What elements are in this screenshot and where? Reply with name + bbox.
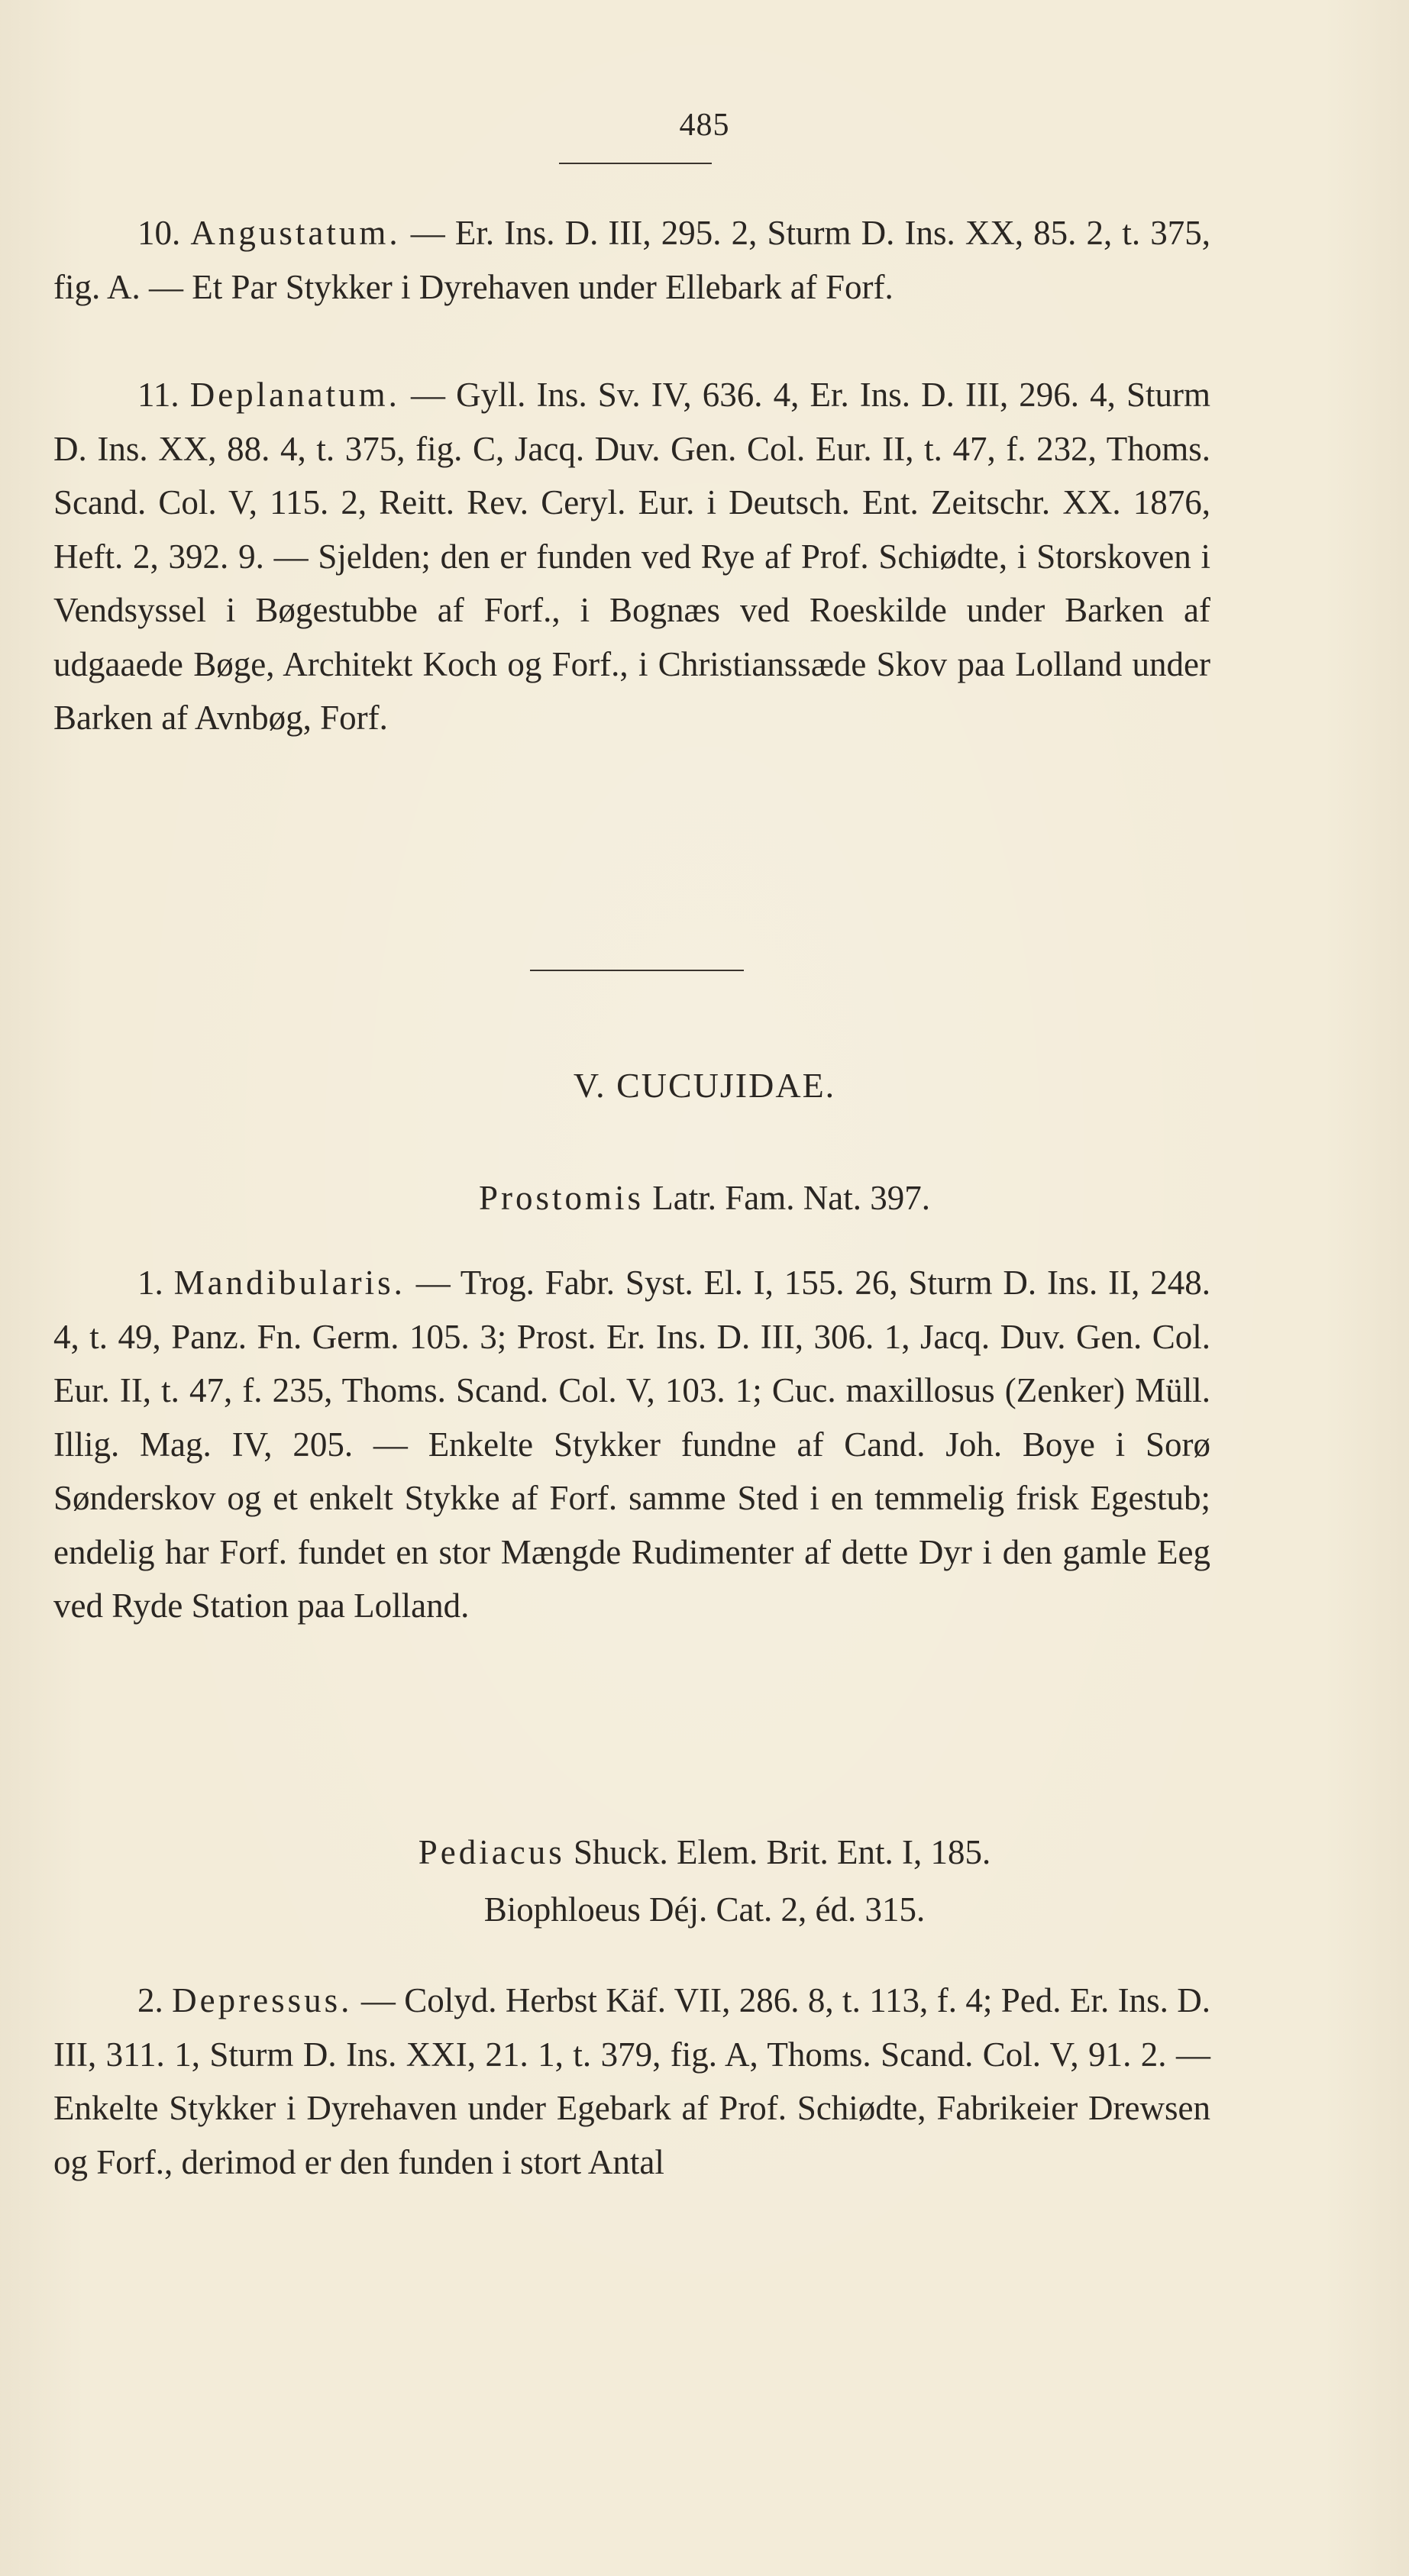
entry-10 [53,206,1210,314]
entry-number: 1. [137,1264,163,1302]
entry-text: — Colyd. Herbst Käf. VII, 286. 8, t. 113, f. 4; Ped. Er. Ins. D. III, 311. 1, Sturm D. Ins. XXI, 21. 1, t. 379, fig. A, Thoms. Scand. Col. V, 91. 2. — Enkelte Stykker i Dyrehaven under Egebark af Prof. Schiødte, Fabrikeier Drewsen og Forf., derimod er den funden i stort Antal [53,1981,1211,2181]
genus-name: Pediacus [418,1833,565,1871]
entry-number: 2. [137,1981,163,2019]
genus-name: Prostomis [479,1179,645,1217]
entry-text: — Trog. Fabr. Syst. El. I, 155. 26, Sturm D. Ins. II, 248. 4, t. 49, Panz. Fn. Germ. 105. 3; Prost. Er. Ins. D. III, 306. 1, Jacq. Duv. Gen. Col. Eur. II, t. 47, f. 235, Thoms. Scand. Col. V, 103. 1; Cuc. maxillosus (Zenker) Müll. Illig. Mag. IV, 205. — Enkelte Stykker fundne af Cand. Joh. Boye i Sorø Sønderskov og et enkelt Stykke af Forf. samme Sted i en temmelig frisk Egestub; endelig har Forf. fundet en stor Mængde Rudimenter af dette Dyr i den gamle Eeg ved Ryde Station paa Lolland. [53,1264,1210,1625]
page-number-underline [559,163,712,164]
genus-heading-pediacus [0,1832,1409,1872]
species-name: Mandibularis. [173,1264,406,1302]
section-divider [530,970,744,971]
genus-reference: Latr. Fam. Nat. 397. [652,1179,930,1217]
genus-heading-prostomis [0,1178,1409,1218]
species-name: Deplanatum. [189,376,400,414]
genus-synonym: Biophloeus Déj. Cat. 2, éd. 315. [483,1890,926,1929]
entry-text: — Gyll. Ins. Sv. IV, 636. 4, Er. Ins. D. III, 296. 4, Sturm D. Ins. XX, 88. 4, t. 375, fig. C, Jacq. Duv. Gen. Col. Eur. II, t. 47, f. 232, Thoms. Scand. Col. V, 115. 2, Reitt. Rev. Ceryl. Eur. i Deutsch. Ent. Zeitschr. XX. 1876, Heft. 2, 392. 9. — Sjelden; den er funden ved Rye af Prof. Schiødte, i Storskoven i Vendsyssel i Bøgestubbe af Forf., i Bognæs ved Roeskilde under Barken af udgaaede Bøge, Architekt Koch og Forf., i Christianssæde Skov paa Lolland under Barken af Avnbøg, Forf. [53,376,1211,737]
section-title: V. CUCUJIDAE. [573,1066,836,1105]
species-name: Angustatum. [190,214,401,252]
entry-number: 10. [137,214,181,252]
entry-1 [53,1256,1210,1633]
genus-reference: Shuck. Elem. Brit. Ent. I, 185. [574,1833,991,1871]
entry-text: — Er. Ins. D. III, 295. 2, Sturm D. Ins. XX, 85. 2, t. 375, fig. A. — Et Par Stykker i Dyrehaven under Ellebark af Forf. [53,214,1211,306]
entry-11 [53,368,1210,745]
page-number: 485 [679,108,730,143]
species-name: Depressus. [172,1981,353,2019]
entry-number: 11. [137,376,179,414]
entry-2 [53,1974,1210,2189]
